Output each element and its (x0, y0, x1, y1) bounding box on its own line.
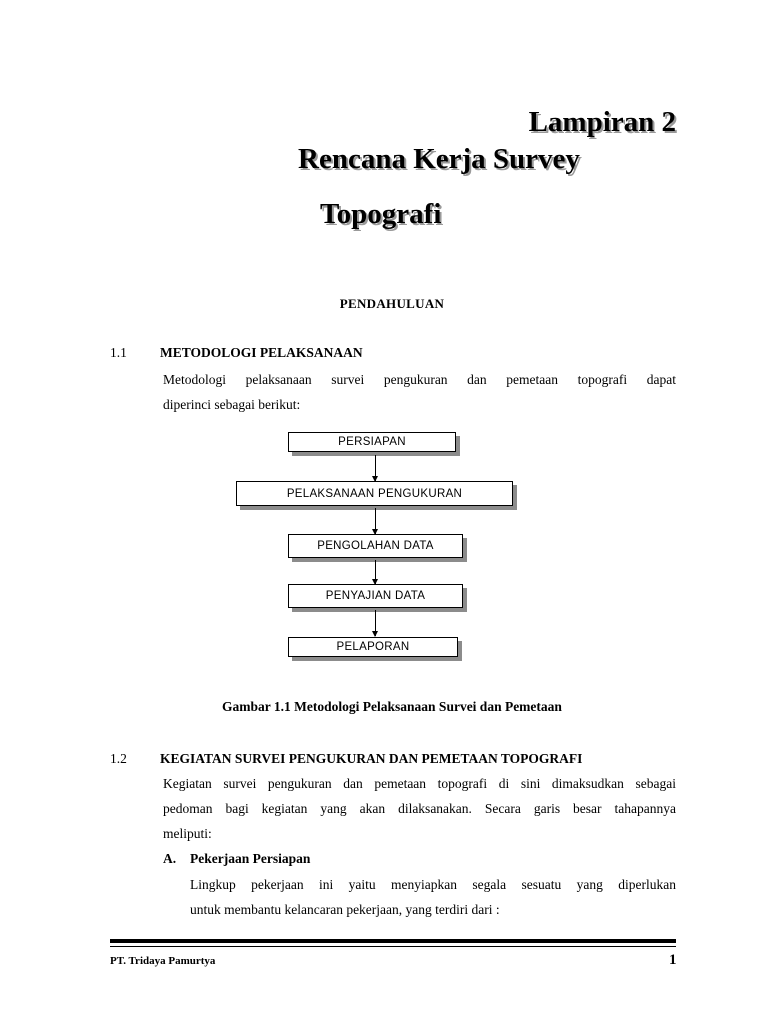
section-2-line: pedoman bagi kegiatan yang akan dilaksanakan. Secara garis besar tahapannya (163, 801, 676, 816)
section-1-number: 1.1 (110, 345, 127, 360)
section-1-line: Metodologi pelaksanaan survei pengukuran dan pemetaan topografi dapat (163, 372, 676, 387)
section-1-paragraph (163, 367, 676, 417)
flow-step-penyajian: PENYAJIAN DATA (288, 584, 463, 608)
section-1-title: METODOLOGI PELAKSANAAN (160, 345, 363, 360)
flow-arrow (375, 508, 376, 534)
section-2-line: Kegiatan survei pengukuran dan pemetaan topografi di sini dimaksudkan sebagai (163, 776, 676, 791)
flow-step-persiapan: PERSIAPAN (288, 432, 456, 452)
title-line-3: Topografi (320, 198, 442, 230)
figure-caption: Gambar 1.1 Metodologi Pelaksanaan Survei dan Pemetaan (222, 699, 562, 714)
footer-company: PT. Tridaya Pamurtya (110, 955, 216, 967)
flow-arrow (375, 610, 376, 636)
section-heading: PENDAHULUAN (339, 296, 445, 311)
title-line-1: Lampiran 2 (528, 106, 676, 138)
subsection-a-title: Pekerjaan Persiapan (190, 851, 311, 866)
flow-step-pengolahan: PENGOLAHAN DATA (288, 534, 463, 558)
flow-step-pelaksanaan: PELAKSANAAN PENGUKURAN (236, 481, 513, 506)
subsection-a-label: A. (163, 851, 177, 866)
page-number: 1 (669, 952, 677, 968)
section-2-number: 1.2 (110, 751, 127, 766)
section-2-paragraph (163, 771, 676, 846)
flow-step-pelaporan: PELAPORAN (288, 637, 458, 657)
footer-rule-thick (110, 939, 676, 943)
footer-rule-thin (110, 946, 676, 947)
subsection-a-line: Lingkup pekerjaan ini yaitu menyiapkan segala sesuatu yang diperlukan (190, 877, 676, 892)
section-2-title: KEGIATAN SURVEI PENGUKURAN DAN PEMETAAN TOPOGRAFI (160, 751, 583, 766)
section-1-line: diperinci sebagai berikut: (163, 397, 301, 412)
title-line-2: Rencana Kerja Survey (298, 143, 580, 175)
subsection-a-line: untuk membantu kelancaran pekerjaan, yang terdiri dari : (190, 902, 500, 917)
subsection-a-paragraph (190, 872, 676, 922)
flow-arrow (375, 455, 376, 481)
flow-arrow (375, 560, 376, 584)
section-2-line: meliputi: (163, 826, 212, 841)
